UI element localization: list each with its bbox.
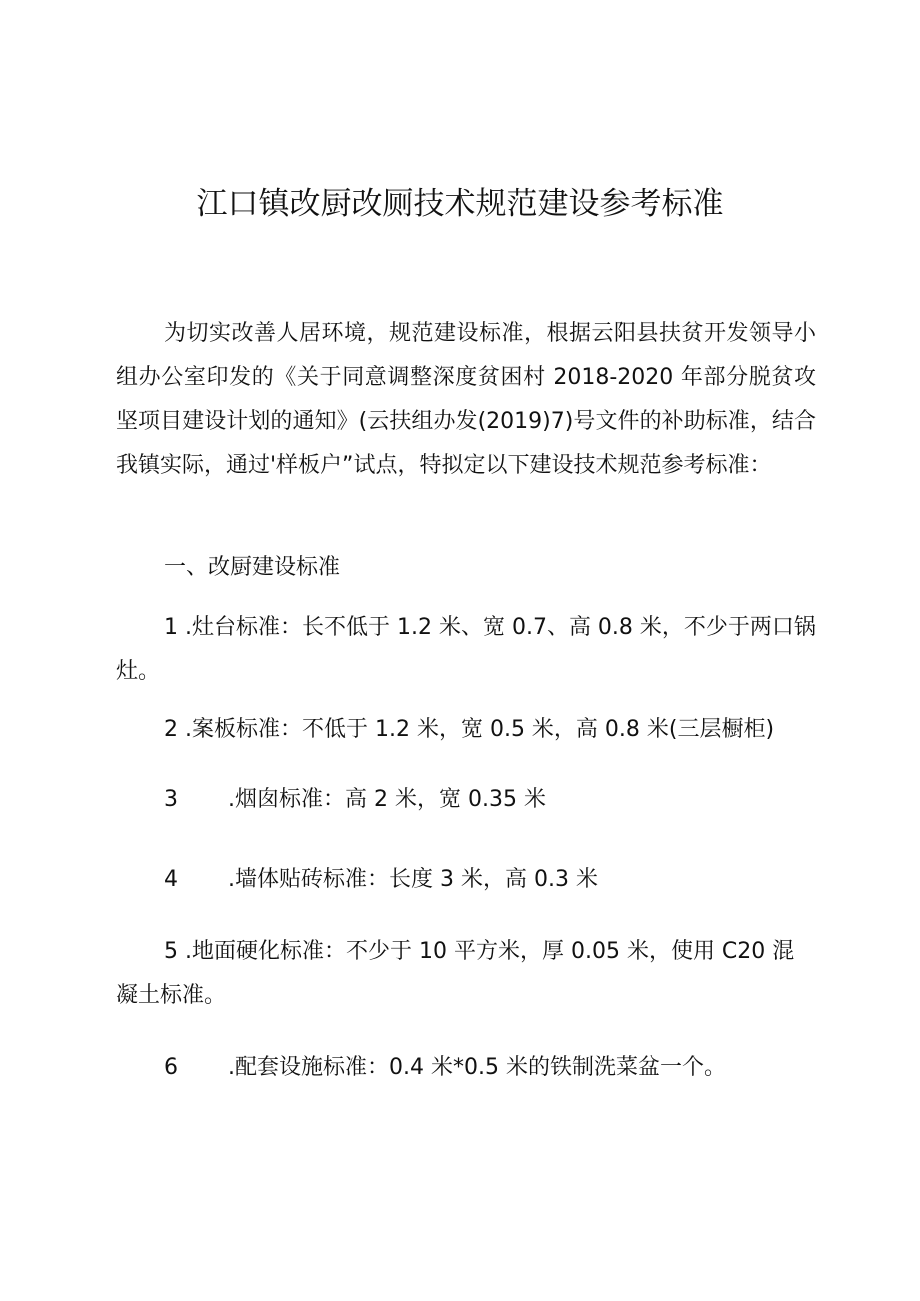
item-number: 3: [164, 787, 178, 812]
item-number: 2: [164, 717, 178, 742]
item-number: 6: [164, 1055, 178, 1080]
list-item-3: [116, 778, 864, 822]
list-item-5: [116, 930, 816, 1018]
item-number: 5: [164, 939, 178, 964]
item-text: .配套设施标准：0.4 米*0.5 米的铁制洗菜盆一个。: [228, 1055, 726, 1080]
document-title: 江口镇改厨改厕技术规范建设参考标准: [196, 186, 724, 222]
list-item-1: [116, 606, 816, 694]
item-text: .墙体贴砖标准：长度 3 米，高 0.3 米: [228, 867, 598, 892]
item-number: 1: [164, 615, 178, 640]
section-heading: 一、改厨建设标准: [164, 555, 341, 580]
item-text: .烟囱标准：高 2 米，宽 0.35 米: [228, 787, 546, 812]
item-text: .案板标准：不低于 1.2 米，宽 0.5 米，高 0.8 米(三层橱柜): [178, 717, 775, 742]
item-number: 4: [164, 867, 178, 892]
list-item-2: [116, 708, 864, 752]
list-item-6: [116, 1046, 864, 1090]
list-item-4: [116, 858, 864, 902]
intro-paragraph: 为切实改善人居环境，规范建设标准，根据云阳县扶贫开发领导小组办公室印发的《关于同意调整深度贫困村 2018-2020 年部分脱贫攻坚项目建设计划的通知》(云扶组办发(2019)7)号文件的补助标准，结合我镇实际，通过'样板户”试点，特拟定以下建设技术规范参考标准：: [116, 321, 816, 478]
item-text: .灶台标准：长不低于 1.2 米、宽 0.7、高 0.8 米，不少于两口锅灶。: [116, 615, 816, 684]
item-text: .地面硬化标准：不少于 10 平方米，厚 0.05 米，使用 C20 混凝土标准。: [116, 939, 795, 1008]
